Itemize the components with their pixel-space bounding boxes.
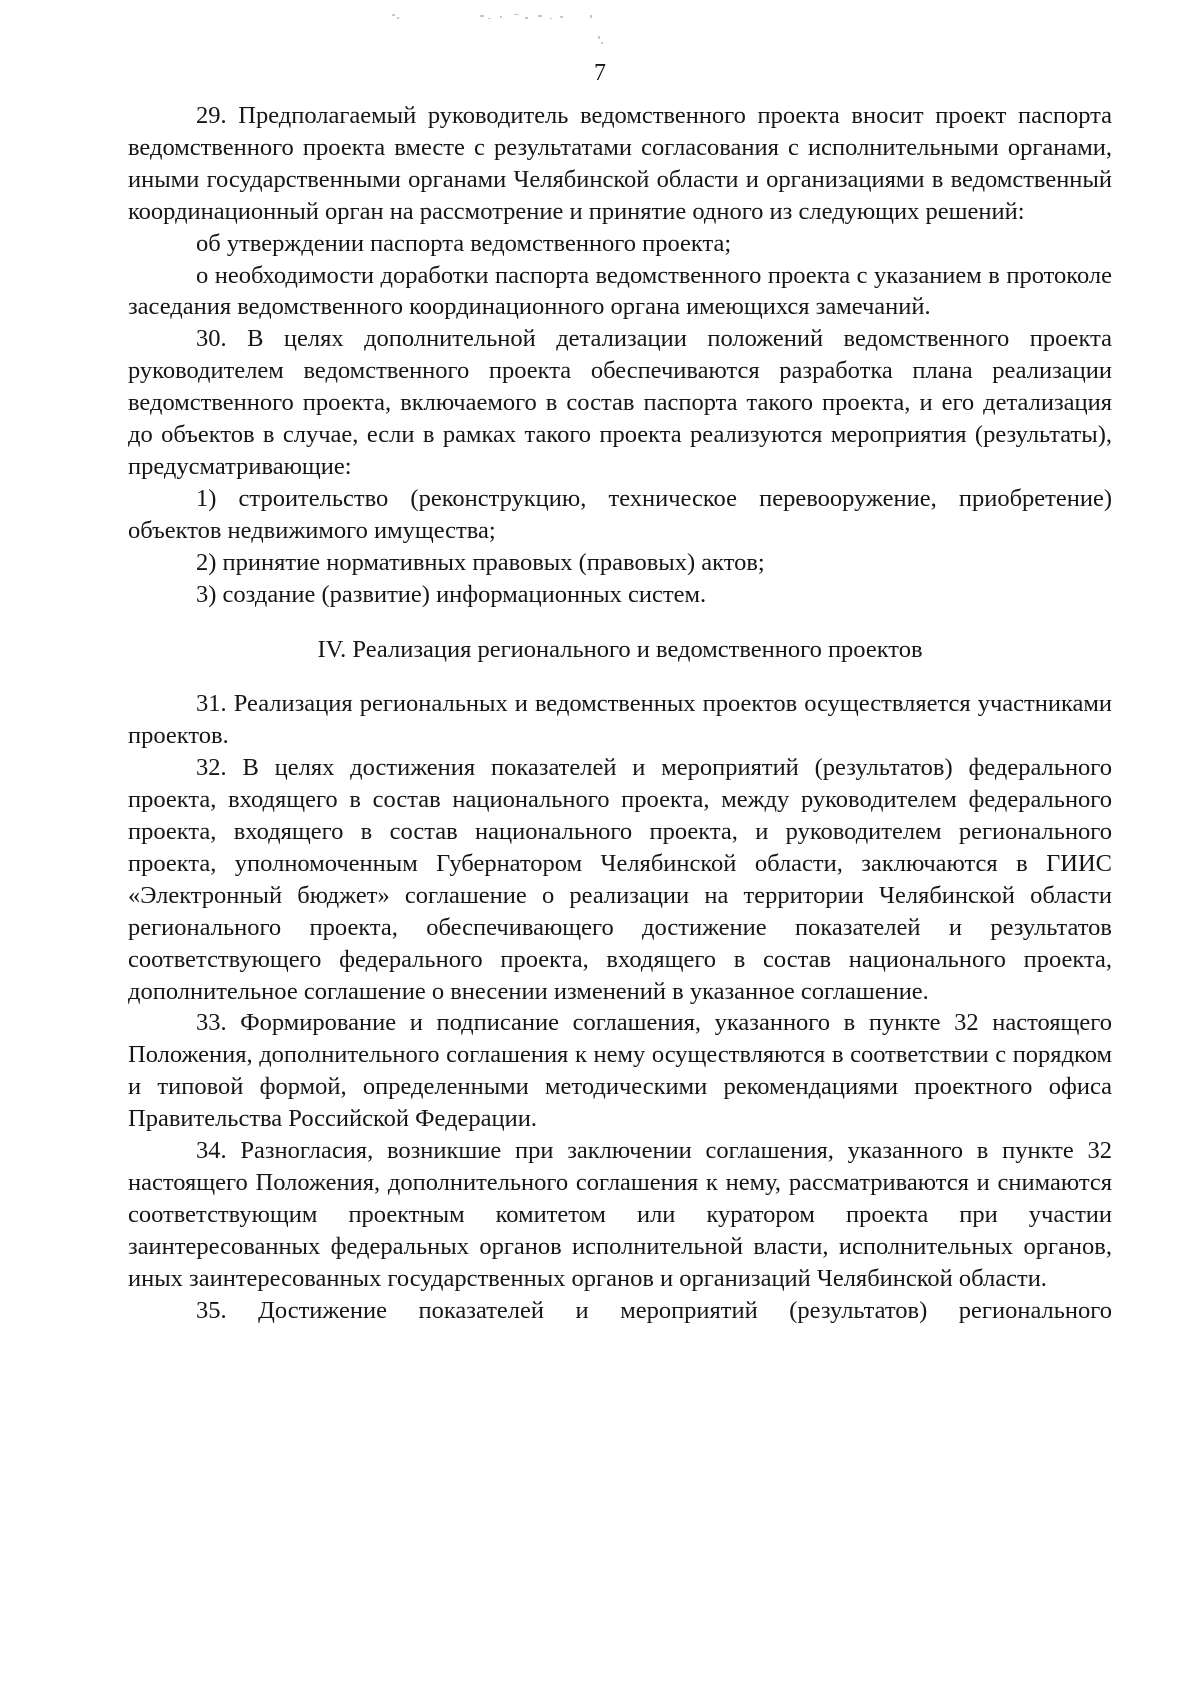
section-heading: IV. Реализация регионального и ведомственного проектов xyxy=(317,635,923,663)
scan-noise xyxy=(380,6,680,46)
paragraph-34: 34. Разногласия, возникшие при заключении соглашения, указанного в пункте 32 настоящего Положения, дополнительного соглашения к нему, рассматриваются и снимаются соответствующим проектным комитетом или куратором проекта при участии заинтересованных федеральных органов исполнительной власти, исполнительных органов, иных заинтересованных государственных органов и организаций Челябинской области. xyxy=(128,1137,1112,1292)
list-item-1: 1) строительство (реконструкцию, техническое перевооружение, приобретение) объектов недвижимого имущества; xyxy=(128,484,1112,544)
list-item-2: 2) принятие нормативных правовых (правовых) актов; xyxy=(196,548,765,576)
document-body xyxy=(128,100,1112,1327)
paragraph-31: 31. Реализация региональных и ведомственных проектов осуществляется участниками проектов. xyxy=(128,690,1112,750)
paragraph-29: 29. Предполагаемый руководитель ведомственного проекта вносит проект паспорта ведомственного проекта вместе с результатами согласования с исполнительными органами, иными государственными органами Челябинской области и организациями в ведомственный координационный орган на рассмотрение и принятие одного из следующих решений: xyxy=(128,102,1112,225)
paragraph-32: 32. В целях достижения показателей и мероприятий (результатов) федерального проекта, входящего в состав национального проекта, между руководителем федерального проекта, входящего в состав национального проекта, и руководителем регионального проекта, уполномоченным Губернатором Челябинской области, заключаются в ГИИС «Электронный бюджет» соглашение о реализации на территории Челябинской области регионального проекта, обеспечивающего достижение показателей и результатов соответствующего федерального проекта, входящего в состав национального проекта, дополнительное соглашение о внесении изменений в указанное соглашение. xyxy=(128,754,1112,1005)
page-number: 7 xyxy=(594,60,606,86)
list-item-3: 3) создание (развитие) информационных систем. xyxy=(196,580,707,608)
paragraph-option-approve: об утверждении паспорта ведомственного проекта; xyxy=(196,229,732,257)
paragraph-35: 35. Достижение показателей и мероприятий (результатов) регионального xyxy=(196,1296,1112,1324)
paragraph-33: 33. Формирование и подписание соглашения, указанного в пункте 32 настоящего Положения, дополнительного соглашения к нему осуществляются в соответствии с порядком и типовой формой, определенными методическими рекомендациями проектного офиса Правительства Российской Федерации. xyxy=(128,1009,1112,1133)
paragraph-30: 30. В целях дополнительной детализации положений ведомственного проекта руководителем ведомственного проекта обеспечиваются разработка плана реализации ведомственного проекта, включаемого в состав паспорта такого проекта, и его детализация до объектов в случае, если в рамках такого проекта реализуются мероприятия (результаты), предусматривающие: xyxy=(128,325,1112,480)
paragraph-option-revise: о необходимости доработки паспорта ведомственного проекта с указанием в протоколе заседания ведомственного координационного органа имеющихся замечаний. xyxy=(128,261,1112,321)
